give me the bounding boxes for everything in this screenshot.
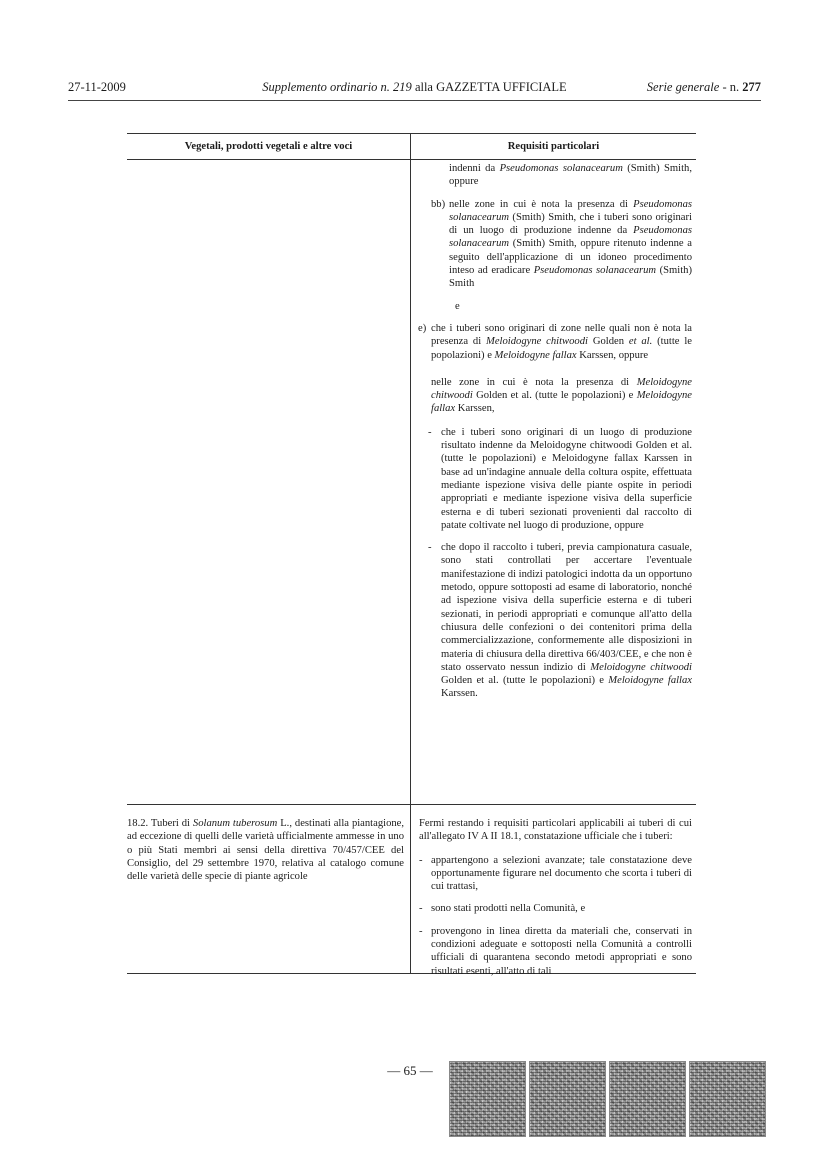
dash-marker: - (428, 426, 432, 438)
species-name: Meloidogyne chitwoodi (431, 376, 692, 402)
item-label-e: e) (418, 322, 427, 334)
t: provengono in linea diretta da materiali che, conservati in condizioni adeguate e sottoposti nella Comunità a controlli ufficiali di quarantena secondo metodi appropriati e sono risultati esenti, all'atto di tali (431, 925, 692, 977)
t: che i tuberi sono originari di un luogo di produzione risultato indenne da Meloidogyne chitwoodi Golden et al. (tutte le popolazioni) e Meloidogyne fallax Karssen in base ad un'indagine annuale della coltura ospite, effettuata mediante ispezione visiva delle piante ospite in periodi appropriati e mediante ispezione visiva della superficie esterna e di tuberi sezionati provenienti dal raccolto di patate coltivate nel luogo di produzione, oppure (441, 426, 692, 531)
dash-marker: - (428, 542, 432, 554)
dash-marker: - (419, 903, 423, 915)
t: indenni da (449, 163, 500, 174)
row2-dash-item-2 (419, 902, 692, 915)
row2-left-cell (127, 805, 411, 973)
t: appartengono a selezioni avanzate; tale constatazione deve opportunamente figurare nel documento che scorta i tuberi di cui trattasi, (431, 854, 692, 893)
header-series-sep: - n. (719, 80, 743, 94)
t: Karssen, oppure (576, 349, 649, 361)
row1-left-cell (127, 160, 411, 804)
table-row (127, 805, 696, 977)
row1-item-e (419, 322, 692, 362)
t: (Smith) Smith, oppure (449, 163, 692, 188)
species-name: Pseudomonas solanacearum (499, 163, 623, 174)
t: che dopo il raccolto i tuberi, previa campionatura casuale, sono stati controllati per accertare l'eventuale manifestazione di indizi patologici indotta da un opportuno metodo, oppure sottoposti ad esame di laboratorio, nonché ad ispezione visiva della superficie esterna e di tuberi sezionati, in periodi appropriati e comunque all'atto della chiusura delle confezioni o dei contenitori prima della commercializzazione, conformemente alle disposizioni in materia di chiusura della direttiva 66/403/CEE, e che non è stato osservato nessun indizio di (441, 542, 692, 673)
row2-intro: Fermi restando i requisiti particolari applicabili ai tuberi di cui all'allegato IV A II 18.1, constatazione ufficiale che i tuberi: (419, 818, 692, 843)
t: Golden et al. (tutte le popolazioni) e (441, 675, 609, 687)
row1-and: e (455, 300, 460, 312)
t: sono stati prodotti nella Comunità, e (431, 903, 586, 915)
col-left-header: Vegetali, prodotti vegetali e altre voci (127, 134, 411, 159)
col-right-header: Requisiti particolari (507, 141, 600, 152)
row2-right-cell (411, 805, 696, 977)
page-number: — 65 — (387, 1063, 433, 1078)
row1-dash-item-1 (419, 426, 692, 532)
datamatrix-code-icon (449, 1061, 526, 1137)
row1-right-cell (411, 160, 696, 804)
t: Golden (587, 336, 629, 348)
t: Golden et al. (tutte le popolazioni) e (472, 390, 637, 402)
header-gazette: alla GAZZETTA UFFICIALE (411, 80, 567, 94)
t: (Smith) Smith, che i tuberi sono originari di un luogo di produzione indenne da (449, 211, 692, 237)
row1-zones-para (419, 376, 692, 416)
row1-dash-item-2 (419, 541, 692, 701)
table-header-row (127, 133, 696, 160)
t: che i tuberi sono originari di zone nelle quali non è nota la presenza di (431, 322, 692, 348)
item-label-bb: bb) (431, 198, 446, 210)
barcode-strip (449, 1061, 766, 1137)
t: 18.2. Tuberi di (127, 818, 193, 829)
t: nelle zone in cui è nota la presenza di (431, 376, 637, 388)
row1-item-bb (419, 198, 692, 291)
row2-dash-item-1 (419, 854, 692, 894)
t: Karssen, (455, 403, 495, 415)
datamatrix-code-icon (689, 1061, 766, 1137)
header-supplement: Supplemento ordinario n. 219 (262, 80, 412, 94)
dash-marker: - (419, 854, 423, 866)
header-date: 27-11-2009 (68, 80, 126, 94)
species-name: Pseudomonas solanacearum (533, 265, 657, 277)
species-name: Meloidogyne chitwoodi (590, 661, 692, 673)
t: nelle zone in cui è nota la presenza di (449, 198, 634, 210)
species-name: Solanum tuberosum (192, 818, 278, 829)
t: Karssen. (441, 688, 478, 700)
table-row (127, 160, 696, 805)
t: (tutte le popolazioni) e (431, 336, 692, 361)
species-name: Meloidogyne fallax (431, 390, 692, 415)
species-name: Pseudomonas solanacearum (449, 198, 692, 223)
species-name: Pseudomonas solanacearum (449, 225, 692, 250)
header-series (647, 80, 761, 95)
t: (Smith) Smith, oppure ritenuto indenne a seguito dell'applicazione di un idoneo procedimento inteso ad eradicare (449, 238, 692, 277)
species-name: Meloidogyne chitwoodi (486, 336, 588, 348)
page-header (68, 80, 761, 98)
header-series-label: Serie generale (646, 80, 720, 94)
t: et al. (628, 336, 653, 348)
row2-dash-item-3 (419, 925, 692, 978)
species-name: Meloidogyne fallax (608, 675, 692, 687)
t: (Smith) Smith (449, 265, 692, 290)
t: L., destinati alla piantagione, ad eccezione di quelli delle varietà ufficialmente ammesse in uno o più Stati membri ai sensi della direttiva 70/457/CEE del Consiglio, del 29 settembre 1970, relativa al catalogo comune delle varietà delle specie di piante agricole (127, 818, 405, 883)
header-rule (68, 100, 761, 101)
header-series-number: 277 (742, 80, 761, 94)
species-name: Meloidogyne fallax (494, 349, 577, 361)
requirements-table (127, 133, 696, 977)
datamatrix-code-icon (529, 1061, 606, 1137)
dash-marker: - (419, 925, 423, 937)
datamatrix-code-icon (609, 1061, 686, 1137)
row1-para-aa-cont (419, 160, 692, 189)
